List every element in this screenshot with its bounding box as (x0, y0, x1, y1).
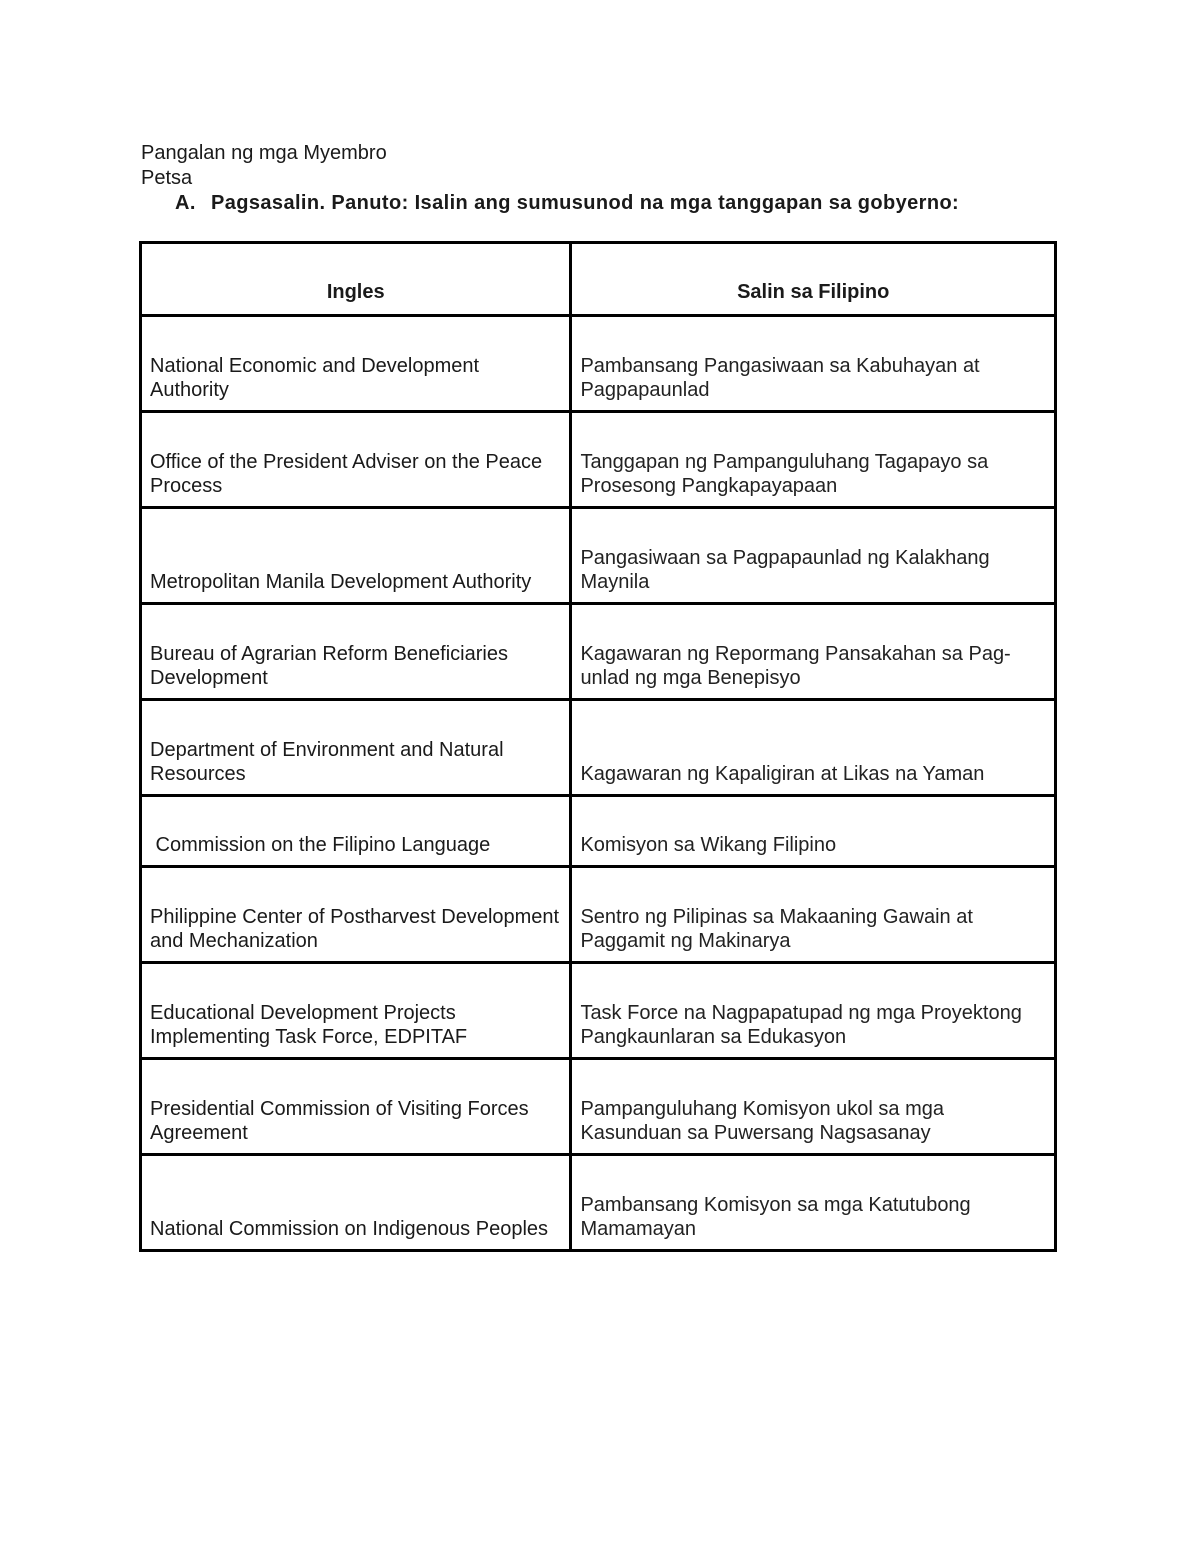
english-cell: Presidential Commission of Visiting Forces Agreement (141, 1059, 571, 1155)
translation-table (139, 241, 1057, 1252)
document-header (141, 141, 387, 191)
filipino-cell: Pambansang Komisyon sa mga Katutubong Mamamayan (571, 1155, 1056, 1251)
table-row (141, 867, 1056, 963)
filipino-cell: Pangasiwaan sa Pagpapaunlad ng Kalakhang Maynila (571, 508, 1056, 604)
english-cell: Department of Environment and Natural Resources (141, 700, 571, 796)
table-row (141, 316, 1056, 412)
filipino-cell: Pampanguluhang Komisyon ukol sa mga Kasunduan sa Puwersang Nagsasanay (571, 1059, 1056, 1155)
members-label: Pangalan ng mga Myembro (141, 142, 387, 164)
table-row (141, 700, 1056, 796)
table-row (141, 963, 1056, 1059)
english-cell: Bureau of Agrarian Reform Beneficiaries Development (141, 604, 571, 700)
column-header-english: Ingles (141, 243, 571, 316)
instruction-text: Pagsasalin. Panuto: Isalin ang sumusunod na mga tanggapan sa gobyerno: (211, 192, 960, 214)
table-row (141, 604, 1056, 700)
filipino-cell: Pambansang Pangasiwaan sa Kabuhayan at Pagpapaunlad (571, 316, 1056, 412)
filipino-cell: Komisyon sa Wikang Filipino (571, 796, 1056, 867)
filipino-cell: Task Force na Nagpapatupad ng mga Proyektong Pangkaunlaran sa Edukasyon (571, 963, 1056, 1059)
filipino-cell: Kagawaran ng Repormang Pansakahan sa Pag-unlad ng mga Benepisyo (571, 604, 1056, 700)
section-letter: A. (175, 192, 196, 214)
english-cell: National Economic and Development Authority (141, 316, 571, 412)
date-label: Petsa (141, 167, 193, 189)
table-row (141, 1059, 1056, 1155)
table-row (141, 412, 1056, 508)
table-header-row (141, 243, 1056, 316)
table-row (141, 508, 1056, 604)
english-cell: Office of the President Adviser on the Peace Process (141, 412, 571, 508)
filipino-cell: Kagawaran ng Kapaligiran at Likas na Yaman (571, 700, 1056, 796)
english-cell: National Commission on Indigenous Peoples (141, 1155, 571, 1251)
instruction-line (175, 191, 959, 216)
table-row (141, 796, 1056, 867)
english-cell: Educational Development Projects Implementing Task Force, EDPITAF (141, 963, 571, 1059)
english-cell: Commission on the Filipino Language (141, 796, 571, 867)
filipino-cell: Tanggapan ng Pampanguluhang Tagapayo sa Prosesong Pangkapayapaan (571, 412, 1056, 508)
column-header-filipino: Salin sa Filipino (571, 243, 1056, 316)
english-cell: Philippine Center of Postharvest Development and Mechanization (141, 867, 571, 963)
table-row (141, 1155, 1056, 1251)
english-cell: Metropolitan Manila Development Authority (141, 508, 571, 604)
filipino-cell: Sentro ng Pilipinas sa Makaaning Gawain at Paggamit ng Makinarya (571, 867, 1056, 963)
